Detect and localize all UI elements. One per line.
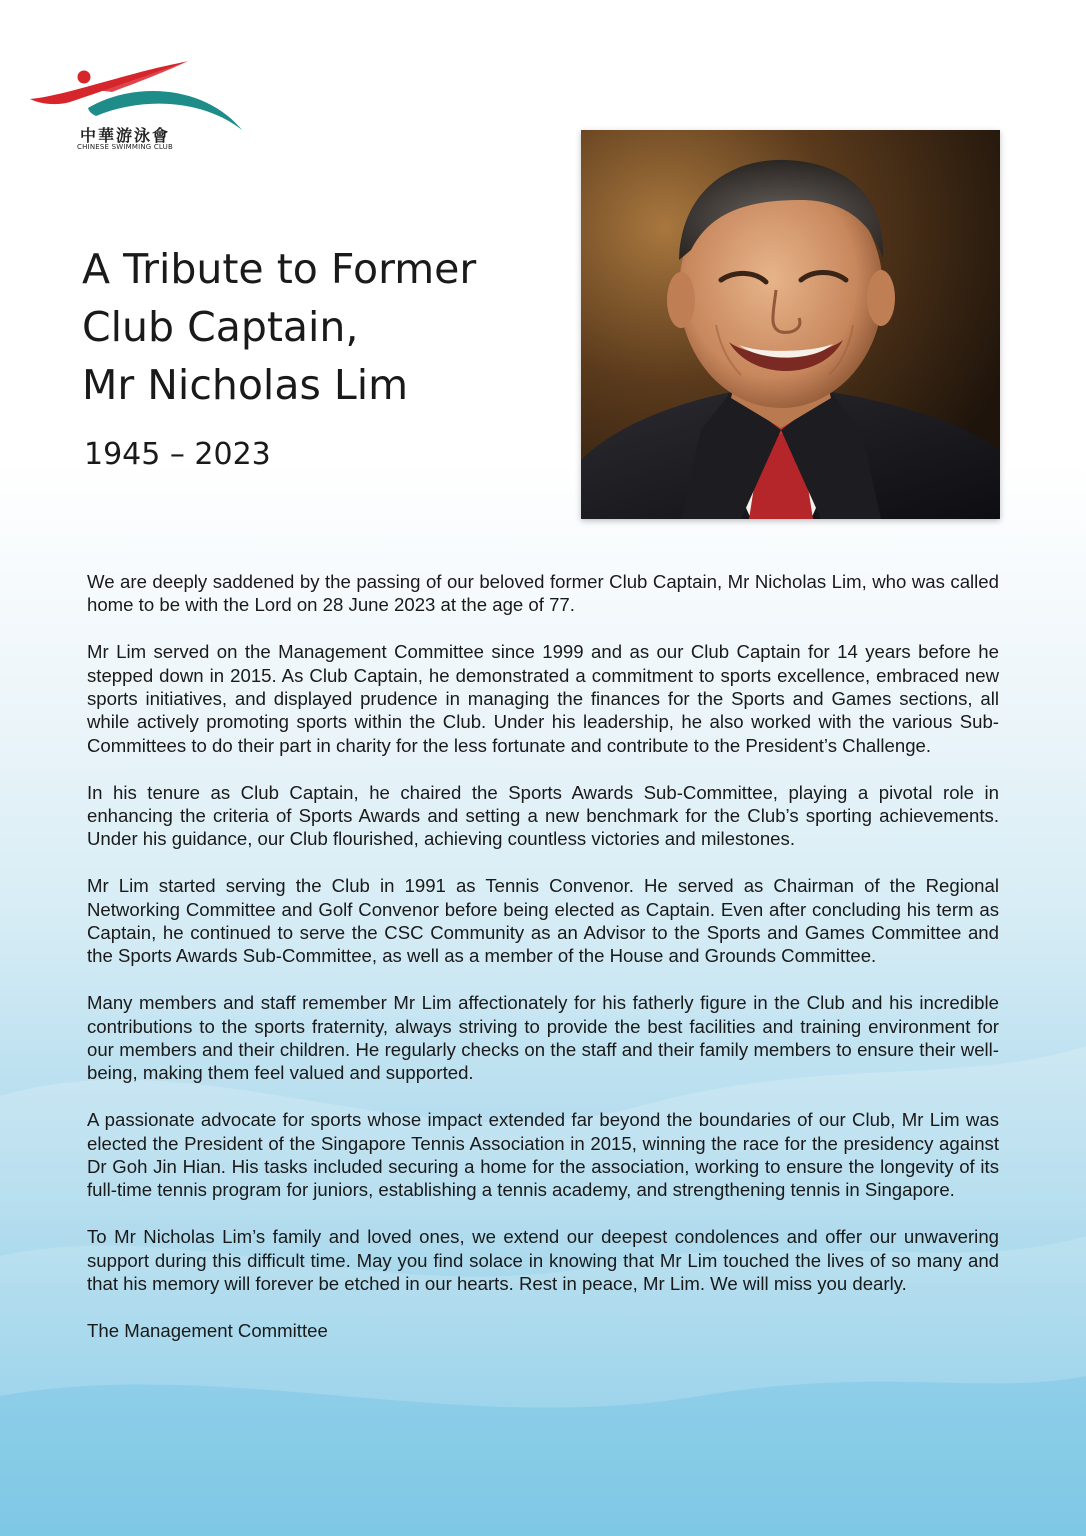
title-line-3: Mr Nicholas Lim: [82, 361, 409, 409]
portrait-illustration: [581, 130, 1000, 519]
logo-english-name: CHINESE SWIMMING CLUB: [77, 143, 173, 151]
paragraph-1: We are deeply saddened by the passing of our beloved former Club Captain, Mr Nicholas Lim, who was called home to be with the Lord on 28 June 2023 at the age of 77.: [87, 571, 999, 616]
page-title: [82, 240, 552, 414]
paragraph-5: Many members and staff remember Mr Lim affectionately for his fatherly figure in the Club and his incredible contributions to the sports fraternity, always striving to provide the best facilities and training environment for our members and their children. He regularly checks on the staff and their family members to ensure their well-being, making them feel valued and supported.: [87, 992, 999, 1084]
paragraph-4: Mr Lim started serving the Club in 1991 as Tennis Convenor. He served as Chairman of the Regional Networking Committee and Golf Convenor before being elected as Captain. Even after concluding his term as Captain, he continued to serve the CSC Community as an Advisor to the Sports and Games Committee and the Sports Awards Sub-Committee, as well as a member of the House and Grounds Committee.: [87, 875, 999, 967]
signature: The Management Committee: [87, 1319, 328, 1341]
life-years: 1945 – 2023: [84, 437, 271, 472]
paragraph-7: To Mr Nicholas Lim’s family and loved ones, we extend our deepest condolences and offer our unwavering support during this difficult time. May you find solace in knowing that Mr Lim touched the lives of so many and that his memory will forever be etched in our hearts. Rest in peace, Mr Lim. We will miss you dearly.: [87, 1226, 999, 1295]
tribute-body: [87, 570, 999, 1366]
logo-chinese-name: 中華游泳會: [80, 126, 171, 145]
title-line-2: Club Captain,: [82, 303, 359, 351]
title-line-1: A Tribute to Former: [82, 245, 477, 293]
paragraph-3: In his tenure as Club Captain, he chaired the Sports Awards Sub-Committee, playing a pivotal role in enhancing the criteria of Sports Awards and setting a new benchmark for the Club’s sporting achievements. Under his guidance, our Club flourished, achieving countless victories and milestones.: [87, 781, 999, 850]
paragraph-6: A passionate advocate for sports whose impact extended far beyond the boundaries of our Club, Mr Lim was elected the President of the Singapore Tennis Association in 2015, winning the race for the presidency against Dr Goh Jin Hian. His tasks included securing a home for the association, working to ensure the longevity of its full-time tennis program for juniors, establishing a tennis academy, and strengthening tennis in Singapore.: [87, 1109, 999, 1201]
paragraph-2: Mr Lim served on the Management Committee since 1999 and as our Club Captain for 14 years before he stepped down in 2015. As Club Captain, he demonstrated a commitment to sports excellence, embraced new sports initiatives, and displayed prudence in managing the finances for the Sports and Games sections, all while actively promoting sports within the Club. Under his leadership, he also worked with the various Sub-Committees to do their part in charity for the less fortunate and contribute to the President’s Challenge.: [87, 641, 999, 756]
portrait-photo: [581, 130, 1000, 519]
